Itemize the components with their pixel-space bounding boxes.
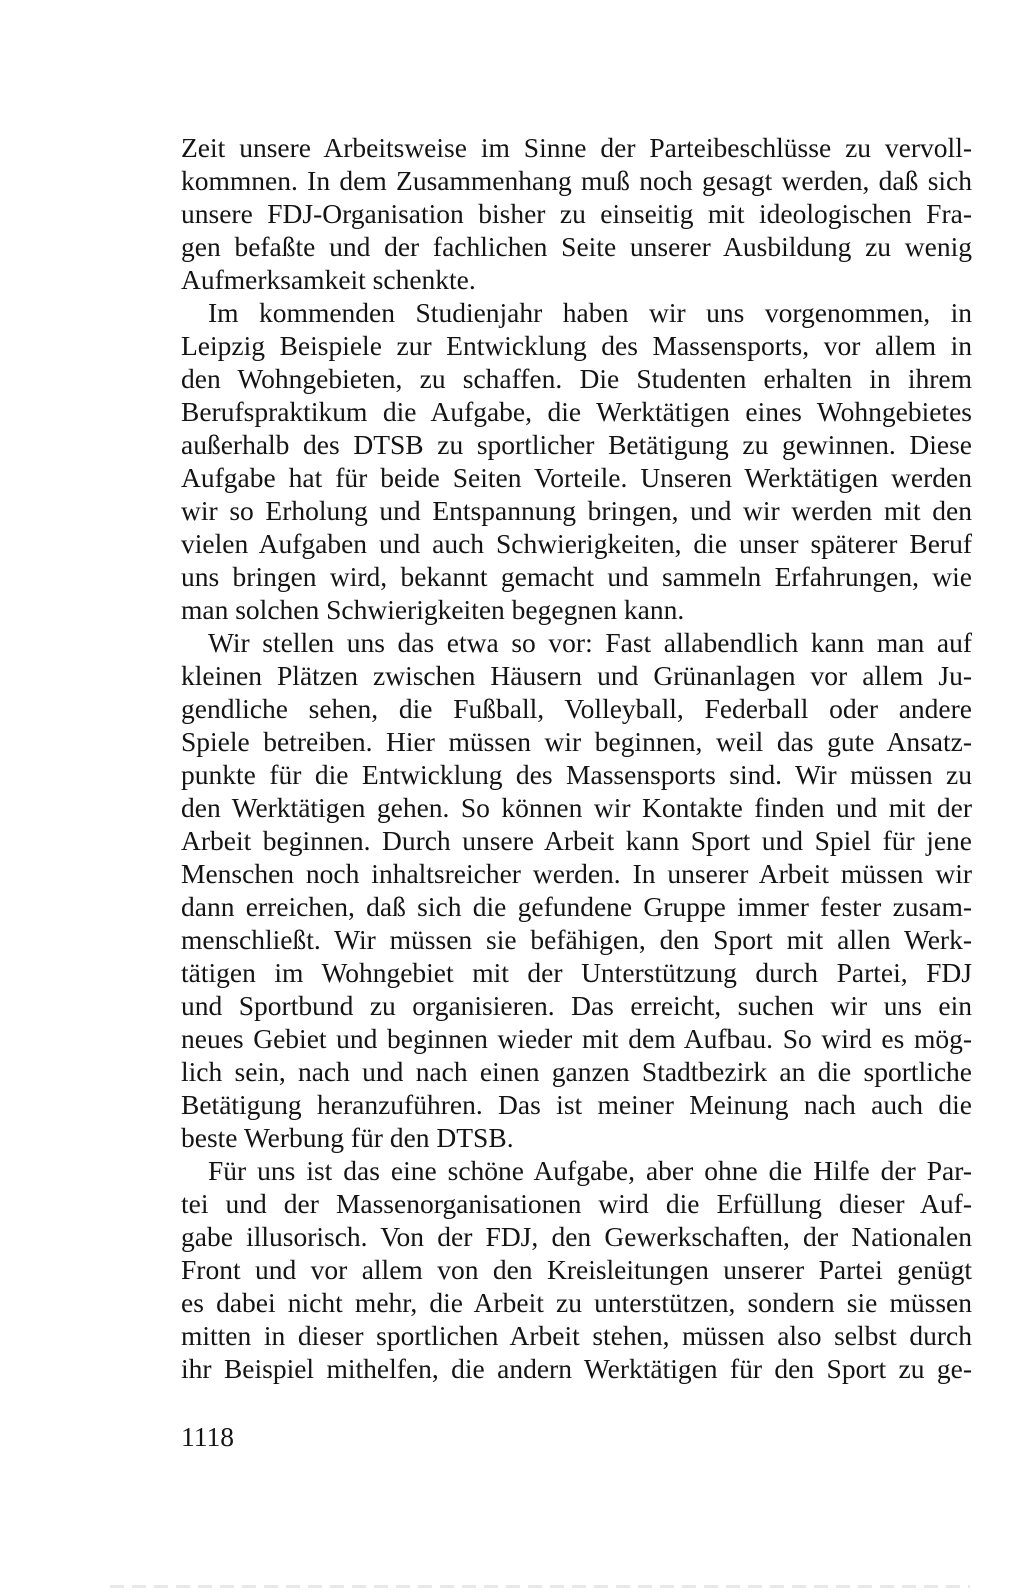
text-line: ihr Beispiel mithelfen, die andern Werktätigen für den Sport zu ge- — [181, 1353, 972, 1384]
text-line: unsere FDJ-Organisation bisher zu einseitig mit ideologischen Fra- — [181, 198, 972, 229]
text-line: Aufmerksamkeit schenkte. — [181, 264, 476, 295]
text-line: kleinen Plätzen zwischen Häusern und Grünanlagen vor allem Ju- — [181, 660, 972, 691]
text-line: Aufgabe hat für beide Seiten Vorteile. Unseren Werktätigen werden — [181, 462, 972, 493]
text-line: Zeit unsere Arbeitsweise im Sinne der Parteibeschlüsse zu vervoll- — [181, 132, 972, 163]
text-line: Menschen noch inhaltsreicher werden. In unserer Arbeit müssen wir — [181, 858, 972, 889]
text-line: Im kommenden Studienjahr haben wir uns vorgenommen, in — [208, 297, 972, 328]
text-line: und Sportbund zu organisieren. Das erreicht, suchen wir uns ein — [181, 990, 972, 1021]
text-line: kommnen. In dem Zusammenhang muß noch gesagt werden, daß sich — [181, 165, 972, 196]
text-line: Leipzig Beispiele zur Entwicklung des Massensports, vor allem in — [181, 330, 972, 361]
text-line: menschließt. Wir müssen sie befähigen, den Sport mit allen Werk- — [181, 924, 972, 955]
text-line: Betätigung heranzuführen. Das ist meiner Meinung nach auch die — [181, 1089, 972, 1120]
text-line: dann erreichen, daß sich die gefundene Gruppe immer fester zusam- — [181, 891, 972, 922]
text-line: es dabei nicht mehr, die Arbeit zu unterstützen, sondern sie müssen — [181, 1287, 972, 1318]
text-line: lich sein, nach und nach einen ganzen Stadtbezirk an die sportliche — [181, 1056, 972, 1087]
body-text — [181, 131, 972, 1385]
text-line: wir so Erholung und Entspannung bringen, und wir werden mit den — [181, 495, 972, 526]
text-line: gabe illusorisch. Von der FDJ, den Gewerkschaften, der Nationalen — [181, 1221, 972, 1252]
text-line: tätigen im Wohngebiet mit der Unterstützung durch Partei, FDJ — [181, 957, 972, 988]
text-line: Front und vor allem von den Kreisleitungen unserer Partei genügt — [181, 1254, 972, 1285]
text-line: tei und der Massenorganisationen wird die Erfüllung dieser Auf- — [181, 1188, 972, 1219]
text-line: neues Gebiet und beginnen wieder mit dem Aufbau. So wird es mög- — [181, 1023, 972, 1054]
text-line: punkte für die Entwicklung des Massensports sind. Wir müssen zu — [181, 759, 972, 790]
scan-edge-artifact — [110, 1585, 970, 1588]
text-line: den Werktätigen gehen. So können wir Kontakte finden und mit der — [181, 792, 972, 823]
text-line: vielen Aufgaben und auch Schwierigkeiten, die unser späterer Beruf — [181, 528, 972, 559]
text-line: man solchen Schwierigkeiten begegnen kann. — [181, 594, 685, 625]
text-line: uns bringen wird, bekannt gemacht und sammeln Erfahrungen, wie — [181, 561, 972, 592]
text-line: Berufspraktikum die Aufgabe, die Werktätigen eines Wohngebietes — [181, 396, 972, 427]
page-number: 1118 — [181, 1421, 234, 1452]
text-line: mitten in dieser sportlichen Arbeit stehen, müssen also selbst durch — [181, 1320, 972, 1351]
text-line: den Wohngebieten, zu schaffen. Die Studenten erhalten in ihrem — [181, 363, 972, 394]
text-line: Arbeit beginnen. Durch unsere Arbeit kann Sport und Spiel für jene — [181, 825, 972, 856]
text-line: beste Werbung für den DTSB. — [181, 1122, 514, 1153]
text-line: gen befaßte und der fachlichen Seite unserer Ausbildung zu wenig — [181, 231, 972, 262]
text-line: gendliche sehen, die Fußball, Volleyball, Federball oder andere — [181, 693, 972, 724]
text-line: Spiele betreiben. Hier müssen wir beginnen, weil das gute Ansatz- — [181, 726, 972, 757]
text-line: Für uns ist das eine schöne Aufgabe, aber ohne die Hilfe der Par- — [208, 1155, 972, 1186]
text-line: außerhalb des DTSB zu sportlicher Betätigung zu gewinnen. Diese — [181, 429, 972, 460]
text-line: Wir stellen uns das etwa so vor: Fast allabendlich kann man auf — [208, 627, 972, 658]
